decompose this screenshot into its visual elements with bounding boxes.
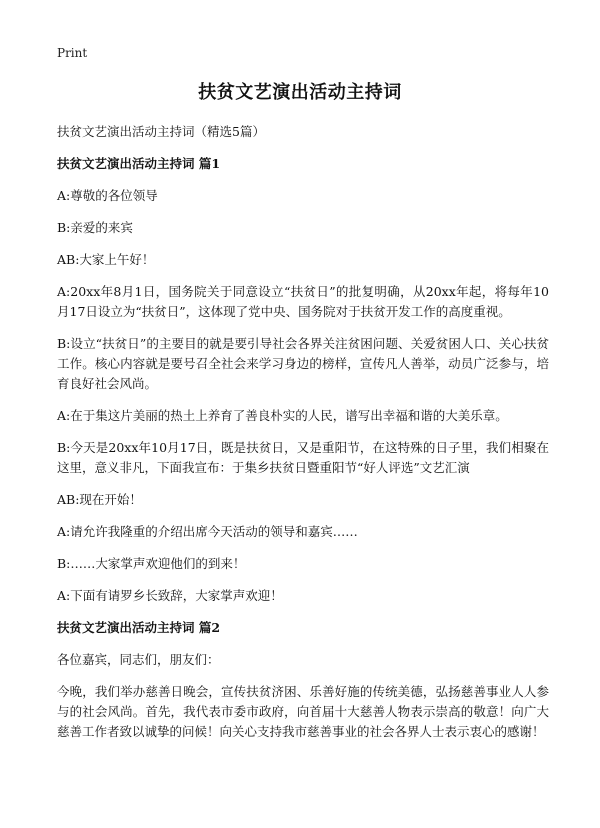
paragraph: B:设立“扶贫日”的主要目的就是要引导社会各界关注贫困问题、关爱贫困人口、关心扶贫工作。核心内容就是要号召全社会来学习身边的榜样，宣传凡人善举，动员广泛参与，培育良好社会风尚。 bbox=[57, 336, 549, 391]
section-heading: 扶贫文艺演出活动主持词 篇2 bbox=[57, 620, 221, 635]
paragraph: A:下面有请罗乡长致辞，大家掌声欢迎！ bbox=[57, 588, 283, 603]
document-subtitle: 扶贫文艺演出活动主持词（精选5篇） bbox=[57, 124, 265, 139]
paragraph: AB:现在开始！ bbox=[57, 492, 142, 507]
paragraph: B:……大家掌声欢迎他们的到来！ bbox=[57, 556, 246, 571]
paragraph: AB:大家上午好！ bbox=[57, 252, 155, 267]
paragraph: B:今天是20xx年10月17日，既是扶贫日，又是重阳节，在这特殊的日子里，我们相聚在这里，意义非凡，下面我宣布：于集乡扶贫日暨重阳节“好人评选”文艺汇演 bbox=[57, 440, 549, 475]
paragraph: A:请允许我隆重的介绍出席今天活动的领导和嘉宾…… bbox=[57, 524, 358, 539]
paragraph: B:亲爱的来宾 bbox=[57, 220, 133, 235]
paragraph: 各位嘉宾，同志们，朋友们： bbox=[57, 652, 220, 667]
print-label: Print bbox=[57, 46, 88, 60]
paragraph: A:在于集这片美丽的热土上养育了善良朴实的人民，谱写出幸福和谐的大美乐章。 bbox=[57, 408, 508, 423]
document-body bbox=[57, 122, 549, 754]
section-heading: 扶贫文艺演出活动主持词 篇1 bbox=[57, 156, 221, 171]
document-title: 扶贫文艺演出活动主持词 bbox=[198, 82, 402, 103]
paragraph: A:尊敬的各位领导 bbox=[57, 188, 158, 203]
paragraph: 今晚，我们举办慈善日晚会，宣传扶贫济困、乐善好施的传统美德，弘扬慈善事业人人参与的社会风尚。首先，我代表市委市政府，向首届十大慈善人物表示崇高的敬意！向广大慈善工作者致以诚挚的问候！向关心支持我市慈善事业的社会各界人士表示衷心的感谢！ bbox=[57, 684, 549, 739]
paragraph: A:20xx年8月1日，国务院关于同意设立“扶贫日”的批复明确，从20xx年起，将每年10月17日设立为“扶贫日”，这体现了党中央、国务院对于扶贫开发工作的高度重视。 bbox=[57, 284, 549, 319]
